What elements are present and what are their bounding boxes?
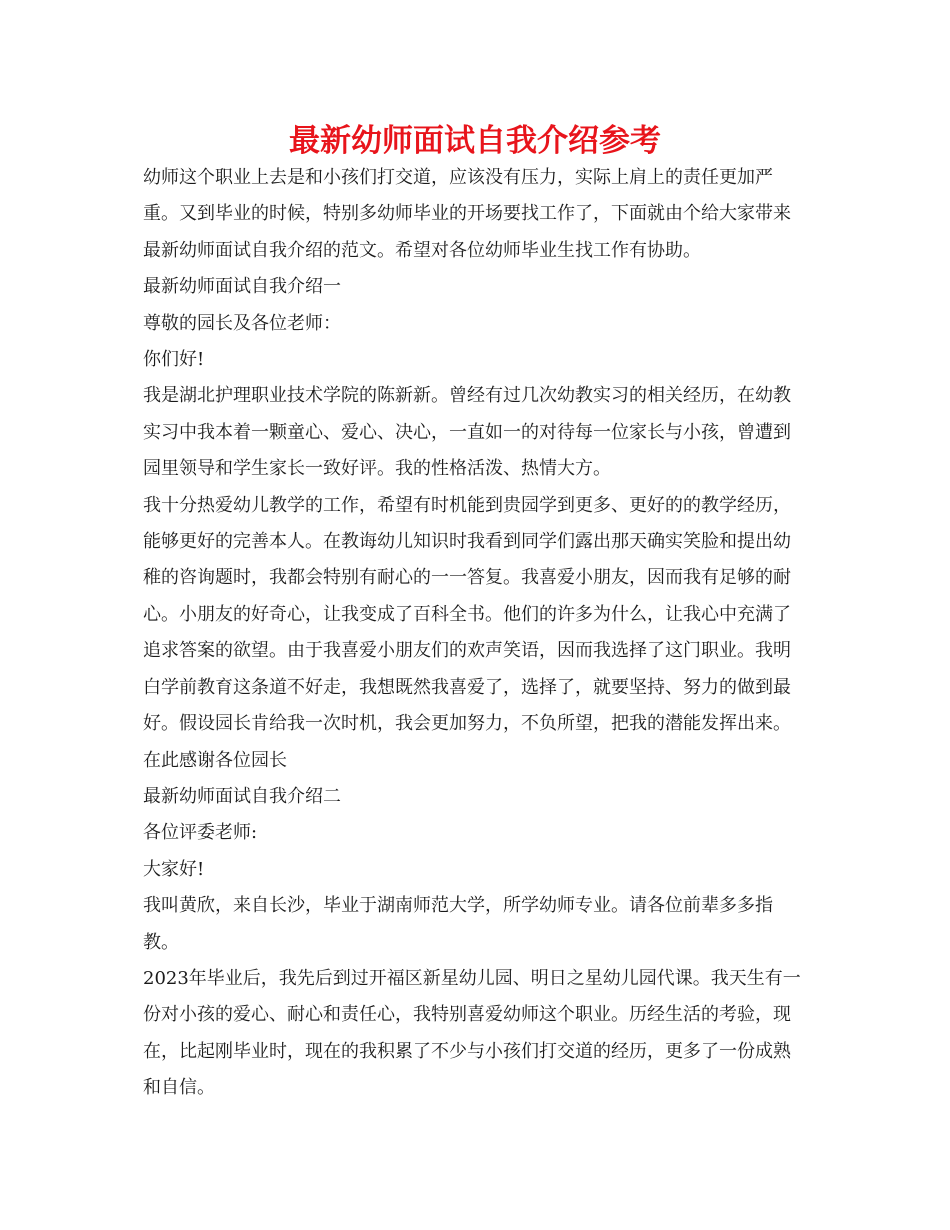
document-body: [143, 160, 803, 1107]
body-paragraph-one-b: 我十分热爱幼儿教学的工作，希望有时机能到贵园学到更多、更好的的教学经历，能够更好的完善本人。在教诲幼儿知识时我看到同学们露出那天确实笑脸和提出幼稚的咨询题时，我都会特别有耐心的一一答复。我喜爱小朋友，因而我有足够的耐心。小朋友的好奇心，让我变成了百科全书。他们的许多为什么，让我心中充满了追求答案的欲望。由于我喜爱小朋友们的欢声笑语，因而我选择了这门职业。我明白学前教育这条道不好走，我想既然我喜爱了，选择了，就要坚持、努力的做到最好。假设园长肯给我一次时机，我会更加努力，不负所望，把我的潜能发挥出来。在此感谢各位园长: [143, 494, 791, 771]
intro-paragraph: 幼师这个职业上去是和小孩们打交道，应该没有压力，实际上肩上的责任更加严重。又到毕业的时候，特别多幼师毕业的开场要找工作了，下面就由个给大家带来最新幼师面试自我介绍的范文。希望对各位幼师毕业生找工作有协助。: [143, 167, 791, 261]
greeting-one: 你们好!: [143, 349, 205, 371]
body-paragraph-two-a: 我叫黄欣，来自长沙，毕业于湖南师范大学，所学幼师专业。请各位前辈多多指教。: [143, 895, 773, 953]
section-heading-two: 最新幼师面试自我介绍二: [143, 785, 341, 807]
salutation-two: 各位评委老师:: [143, 822, 258, 844]
body-paragraph-one-a: 我是湖北护理职业技术学院的陈新新。曾经有过几次幼教实习的相关经历，在幼教实习中我本着一颗童心、爱心、决心，一直如一的对待每一位家长与小孩，曾遭到园里领导和学生家长一致好评。我的性格活泼、热情大方。: [143, 385, 791, 480]
salutation-one: 尊敬的园长及各位老师：: [143, 312, 341, 334]
greeting-two: 大家好!: [143, 858, 205, 880]
document-title: 最新幼师面试自我介绍参考: [289, 123, 661, 159]
section-heading-one: 最新幼师面试自我介绍一: [143, 276, 341, 298]
body-paragraph-two-b: 2023年毕业后，我先后到过开福区新星幼儿园、明日之星幼儿园代课。我天生有一份对小孩的爱心、耐心和责任心，我特别喜爱幼师这个职业。历经生活的考验，现在，比起刚毕业时，现在的我积累了不少与小孩们打交道的经历，更多了一份成熟和自信。: [143, 967, 801, 1099]
